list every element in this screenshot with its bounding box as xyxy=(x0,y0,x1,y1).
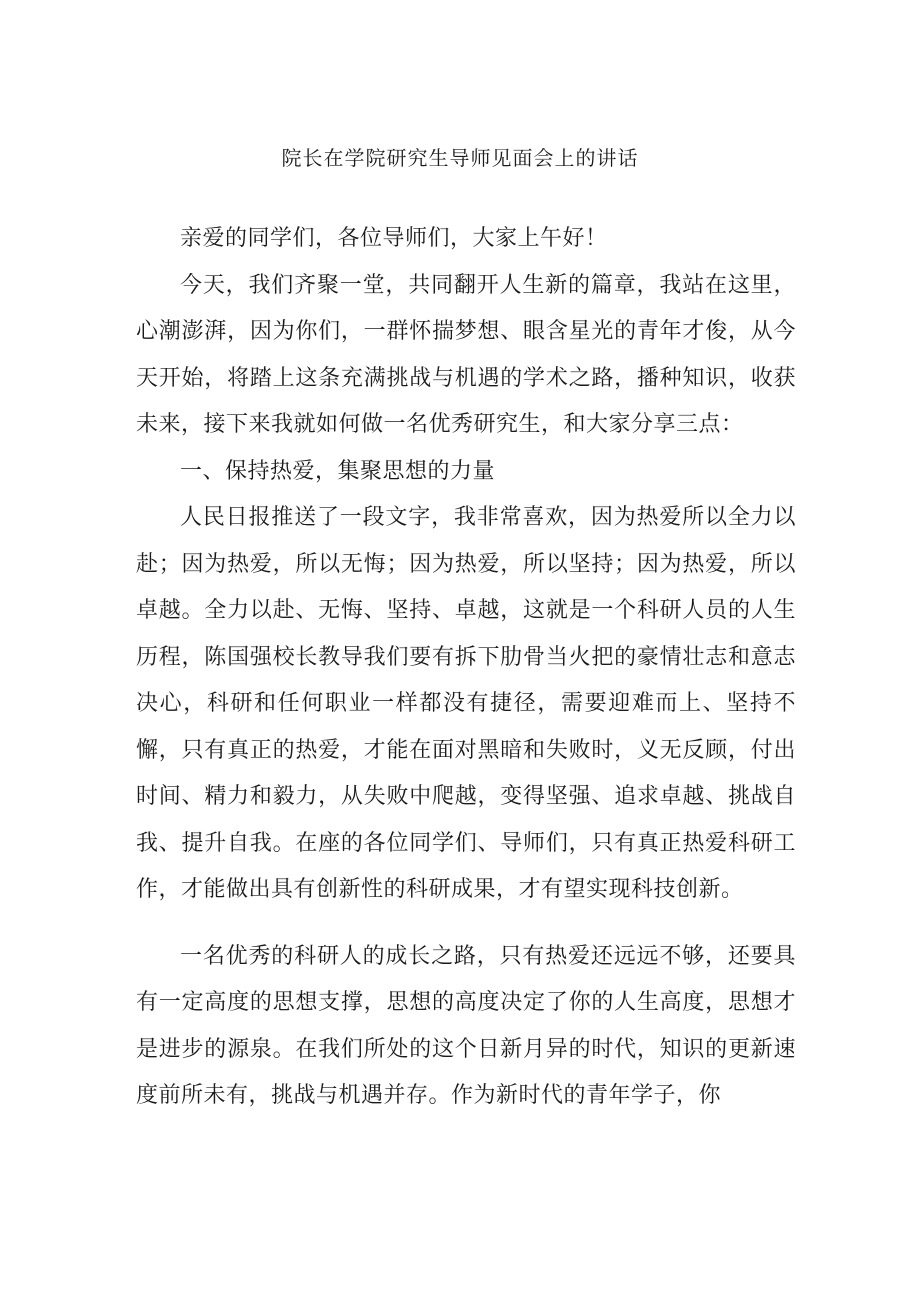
document-title: 院长在学院研究生导师见面会上的讲话 xyxy=(281,146,639,170)
document-body xyxy=(136,216,796,1120)
greeting-paragraph: 亲爱的同学们，各位导师们，大家上午好！ xyxy=(180,226,608,251)
section-heading: 一、保持热爱，集聚思想的力量 xyxy=(180,458,496,484)
body-paragraph: 一名优秀的科研人的成长之路，只有热爱还远远不够，还要具有一定高度的思想支撑，思想的高度决定了你的人生高度，思想才是进步的源泉。在我们所处的这个日新月异的时代，知识的更新速度前所未有，挑战与机遇并存。作为新时代的青年学子，你 xyxy=(136,943,796,1108)
body-paragraph: 人民日报推送了一段文字，我非常喜欢，因为热爱所以全力以赴；因为热爱，所以无悔；因为热爱，所以坚持；因为热爱，所以卓越。全力以赴、无悔、坚持、卓越，这就是一个科研人员的人生历程，陈国强校长教导我们要有拆下肋骨当火把的豪情壮志和意志决心，科研和任何职业一样都没有捷径，需要迎难而上、坚持不懈，只有真正的热爱，才能在面对黑暗和失败时，义无反顾，付出时间、精力和毅力，从失败中爬越，变得坚强、追求卓越、挑战自我、提升自我。在座的各位同学们、导师们，只有真正热爱科研工作，才能做出具有创新性的科研成果，才有望实现科技创新。 xyxy=(136,505,796,902)
intro-paragraph: 今天，我们齐聚一堂，共同翻开人生新的篇章，我站在这里，心潮澎湃，因为你们，一群怀揣梦想、眼含星光的青年才俊，从今天开始，将踏上这条充满挑战与机遇的学术之路，播种知识，收获未来，接下来我就如何做一名优秀研究生，和大家分享三点： xyxy=(136,272,796,437)
